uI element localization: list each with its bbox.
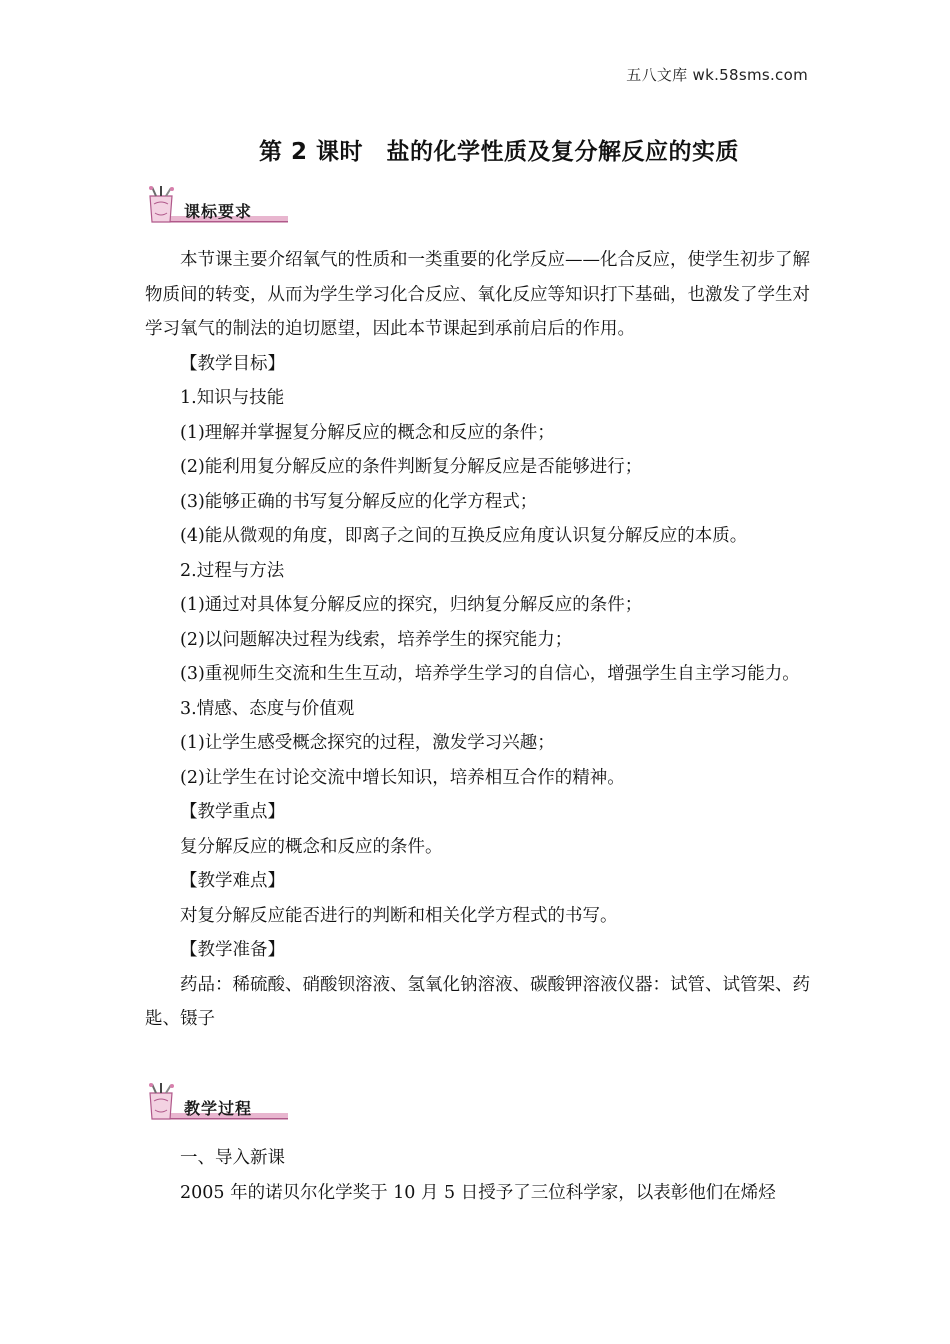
knowledge-item-1: (1)理解并掌握复分解反应的概念和反应的条件； bbox=[180, 422, 555, 443]
process-item-1: (1)通过对具体复分解反应的探究，归纳复分解反应的条件； bbox=[180, 595, 643, 615]
intro-lesson-text: 2005 年的诺贝尔化学奖于 10 月 5 日授予了三位科学家，以表彰他们在烯烃 bbox=[180, 1182, 776, 1203]
emotion-item-1: (1)让学生感受概念探究的过程，激发学习兴趣； bbox=[180, 733, 555, 753]
intro-lesson-heading: 一、导入新课 bbox=[180, 1148, 285, 1168]
knowledge-heading: 1.知识与技能 bbox=[180, 388, 285, 408]
section-label-standard: 课标要求 bbox=[184, 202, 253, 221]
knowledge-item-2: (2)能利用复分解反应的条件判断复分解反应是否能够进行； bbox=[180, 457, 643, 477]
goals-heading: 【教学目标】 bbox=[180, 353, 285, 374]
knowledge-item-3: (3)能够正确的书写复分解反应的化学方程式； bbox=[180, 491, 538, 512]
process-content bbox=[145, 1141, 810, 1210]
key-point-text: 复分解反应的概念和反应的条件。 bbox=[180, 836, 443, 857]
preparation-heading: 【教学准备】 bbox=[180, 940, 285, 960]
key-point-heading: 【教学重点】 bbox=[180, 802, 285, 822]
watermark: 五八文库 wk.58sms.com bbox=[626, 66, 808, 84]
page-title: 第 2 课时 盐的化学性质及复分解反应的实质 bbox=[258, 139, 740, 165]
standard-content bbox=[145, 243, 810, 1037]
process-method-heading: 2.过程与方法 bbox=[180, 560, 285, 581]
difficulty-heading: 【教学难点】 bbox=[180, 871, 285, 891]
emotion-heading: 3.情感、态度与价值观 bbox=[180, 698, 355, 719]
difficulty-text: 对复分解反应能否进行的判断和相关化学方程式的书写。 bbox=[180, 905, 618, 926]
section-banner-standard bbox=[142, 186, 292, 228]
section-label-process: 教学过程 bbox=[184, 1099, 253, 1118]
intro-paragraph: 本节课主要介绍氧气的性质和一类重要的化学反应——化合反应，使学生初步了解物质间的转变，从而为学生学习化合反应、氧化反应等知识打下基础，也激发了学生对学习氧气的制法的迫切愿望，因此本节课起到承前启后的作用。 bbox=[145, 250, 810, 339]
knowledge-item-4: (4)能从微观的角度，即离子之间的互换反应角度认识复分解反应的本质。 bbox=[180, 526, 748, 546]
process-item-2: (2)以问题解决过程为线索，培养学生的探究能力； bbox=[180, 629, 573, 650]
process-item-3: (3)重视师生交流和生生互动，培养学生学习的自信心，增强学生自主学习能力。 bbox=[180, 664, 800, 684]
preparation-text: 药品：稀硫酸、硝酸钡溶液、氢氧化钠溶液、碳酸钾溶液仪器：试管、试管架、药匙、镊子 bbox=[145, 974, 810, 1029]
section-banner-process bbox=[142, 1083, 292, 1125]
emotion-item-2: (2)让学生在讨论交流中增长知识，培养相互合作的精神。 bbox=[180, 767, 625, 788]
